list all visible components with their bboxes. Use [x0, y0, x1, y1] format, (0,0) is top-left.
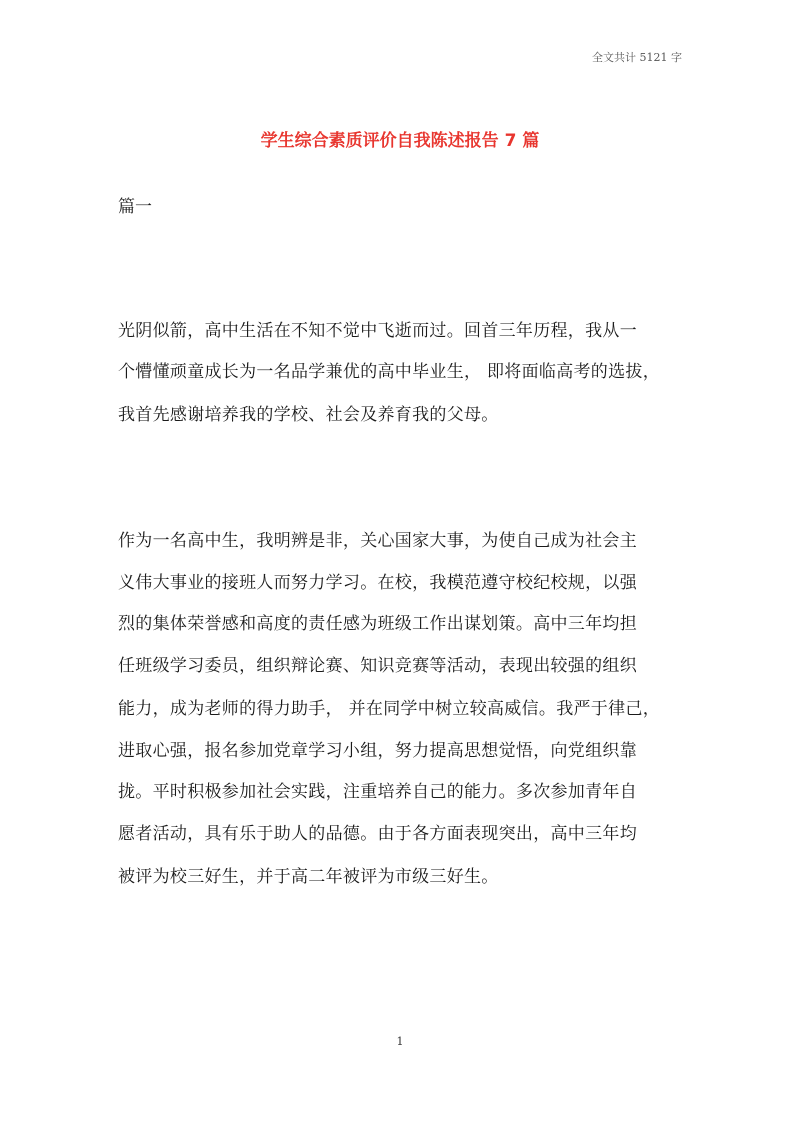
paragraph-line: 愿者活动，具有乐于助人的品德。由于各方面表现突出，高中三年均: [118, 824, 637, 844]
paragraph-line: 任班级学习委员，组织辩论赛、知识竞赛等活动，表现出较强的组织: [118, 656, 637, 676]
document-title: 学生综合素质评价自我陈述报告 7 篇: [260, 131, 540, 151]
paragraph-line: 我首先感谢培养我的学校、社会及养育我的父母。: [118, 405, 499, 425]
section-label: 篇一: [118, 197, 152, 217]
paragraph-line: 义伟大事业的接班人而努力学习。在校，我模范遵守校纪校规，以强: [118, 573, 637, 593]
page-number: 1: [396, 1035, 404, 1048]
paragraph-line: 被评为校三好生，并于高二年被评为市级三好生。: [118, 867, 499, 887]
paragraph-line: 烈的集体荣誉感和高度的责任感为班级工作出谋划策。高中三年均担: [118, 614, 637, 634]
paragraph-line: 个懵懂顽童成长为一名品学兼优的高中毕业生， 即将面临高考的选拔，: [118, 362, 661, 382]
paragraph-line: 作为一名高中生，我明辨是非，关心国家大事，为使自己成为社会主: [118, 531, 637, 551]
paragraph-line: 进取心强，报名参加党章学习小组，努力提高思想觉悟，向党组织靠: [118, 741, 637, 761]
paragraph-line: 光阴似箭，高中生活在不知不觉中飞逝而过。回首三年历程，我从一: [118, 321, 637, 341]
word-count: 全文共计 5121 字: [592, 51, 682, 64]
paragraph-line: 拢。平时积极参加社会实践，注重培养自己的能力。多次参加青年自: [118, 782, 637, 802]
paragraph-line: 能力，成为老师的得力助手， 并在同学中树立较高威信。我严于律己，: [118, 699, 661, 719]
